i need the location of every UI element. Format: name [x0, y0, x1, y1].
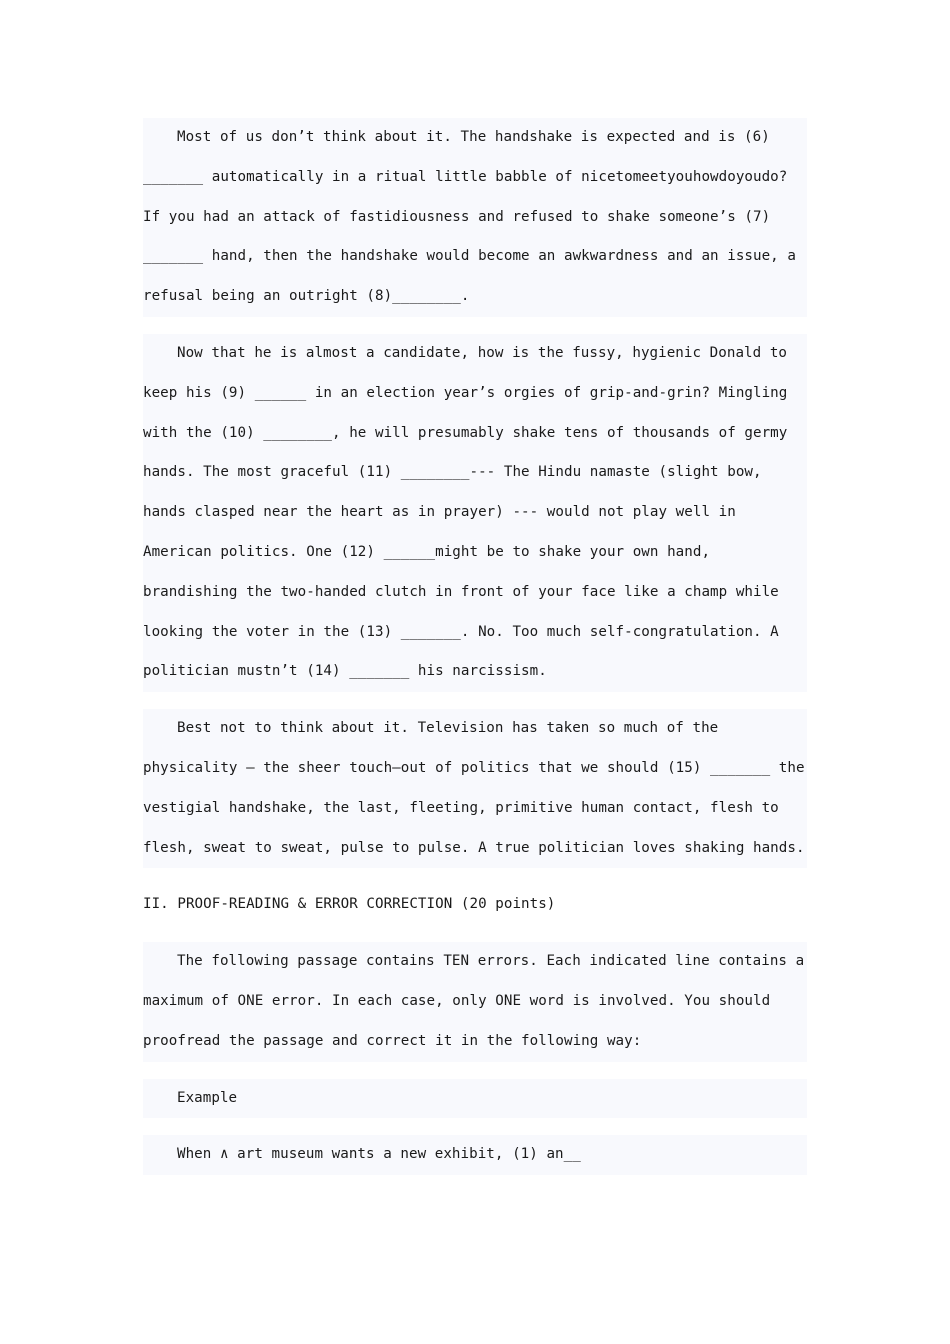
- example-label: Example: [143, 1079, 807, 1119]
- passage-paragraph-2: Now that he is almost a candidate, how is the fussy, hygienic Donald to keep his (9) ______ in an election year’s orgies of grip-and-grin? Mingling with the (10) ________, he will presumably shake tens of thousands of germy hands. The most graceful (11) ________--- The Hindu namaste (slight bow, hands clasped near the heart as in prayer) --- would not play well in American politics. One (12) ______might be to shake your own hand, brandishing the two-handed clutch in front of your face like a champ while looking the voter in the (13) _______. No. Too much self-congratulation. A politician mustn’t (14) _______ his narcissism.: [143, 334, 807, 692]
- passage-paragraph-3: Best not to think about it. Television has taken so much of the physicality — the sheer touch—out of politics that we should (15) _______ the vestigial handshake, the last, fleeting, primitive human contact, flesh to flesh, sweat to sweat, pulse to pulse. A true politician loves shaking hands.: [143, 709, 807, 868]
- instructions-paragraph: The following passage contains TEN errors. Each indicated line contains a maximum of ONE error. In each case, only ONE word is involved. You should proofread the passage and correct it in the following way:: [143, 942, 807, 1061]
- example-line: When ∧ art museum wants a new exhibit, (1) an__: [143, 1135, 807, 1175]
- document-body: [143, 118, 807, 1175]
- passage-paragraph-1: Most of us don’t think about it. The handshake is expected and is (6) _______ automatically in a ritual little babble of nicetomeetyouhowdoyoudo? If you had an attack of fastidiousness and refused to shake someone’s (7) _______ hand, then the handshake would become an awkwardness and an issue, a refusal being an outright (8)________.: [143, 118, 807, 317]
- section-heading: II. PROOF-READING & ERROR CORRECTION (20 points): [143, 885, 807, 925]
